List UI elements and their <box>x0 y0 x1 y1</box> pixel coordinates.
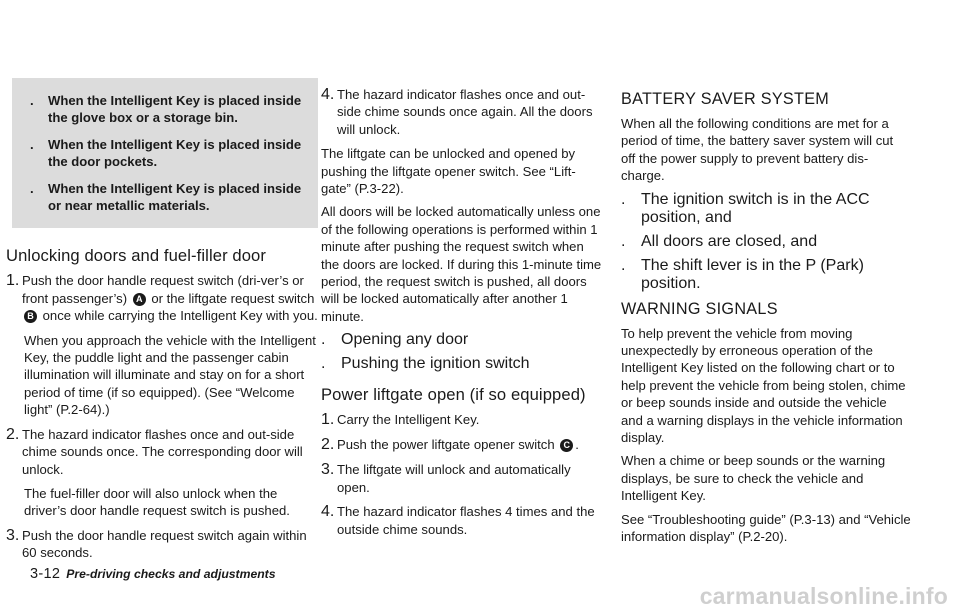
list-item: 4. The hazard indicator flashes once and out-side chime sounds once again. All the doors will unlock. <box>321 86 593 137</box>
note-item: . When the Intelligent Key is placed inside the door pockets. <box>30 136 302 170</box>
liftgate-paragraph: The liftgate can be unlocked and opened by pushing the liftgate opener switch. See “Lift-gate” (P.3-22). <box>321 146 576 197</box>
page-footer <box>30 566 276 582</box>
list-item: . The ignition switch is in the ACC position, and <box>621 190 870 226</box>
unlock-heading: Unlocking doors and fuel-filler door <box>6 246 267 266</box>
list-item: 3. The liftgate will unlock and automatically open. <box>321 461 571 495</box>
column-left <box>6 78 318 569</box>
liftgate-heading: Power liftgate open (if so equipped) <box>321 385 586 405</box>
list-item: . The shift lever is in the P (Park) position. <box>621 256 864 292</box>
callout-a-icon: A <box>133 293 146 306</box>
battery-heading: BATTERY SAVER SYSTEM <box>621 90 830 108</box>
item1-subtext: When you approach the vehicle with the Intelligent Key, the puddle light and the passenger cabin illumination will illuminate and stay on for a short period of time (if so equipped). (See “Welcome light” (P.2-64).) <box>24 332 316 418</box>
list-item: . Pushing the ignition switch <box>321 355 530 373</box>
column-middle <box>321 86 605 545</box>
list-item: 1. Carry the Intelligent Key. <box>321 411 480 429</box>
callout-b-icon: B <box>24 310 37 323</box>
list-item: 2. The hazard indicator flashes once and out-side chime sounds once. The corresponding door will unlock. <box>6 425 303 477</box>
callout-c-icon: C <box>560 439 573 452</box>
watermark: carmanualsonline.info <box>699 583 948 609</box>
note-item: . When the Intelligent Key is placed inside the glove box or a storage bin. <box>30 93 302 126</box>
warning-check-paragraph: When a chime or beep sounds or the warning displays, be sure to check the vehicle and Intelligent Key. <box>621 453 886 504</box>
warning-see-paragraph: See “Troubleshooting guide” (P.3-13) and “Vehicle information display” (P.2-20). <box>621 511 911 545</box>
note-item: . When the Intelligent Key is placed inside or near metallic materials. <box>30 180 302 214</box>
list-item: 4. The hazard indicator flashes 4 times and the outside chime sounds. <box>321 503 595 537</box>
page-number: 3-12 <box>30 566 61 582</box>
list-item: . Opening any door <box>321 331 469 349</box>
warning-paragraph: To help prevent the vehicle from moving unexpectedly by erroneous operation of the Intelligent Key listed on the following chart or to help prevent the vehicle from being stolen, chime or beep sounds inside and outside the vehicle and a warning displays in the vehicle information display. <box>621 325 906 446</box>
column-right <box>621 89 911 552</box>
section-title: Pre-driving checks and adjustments <box>66 567 276 581</box>
list-item: 3. Push the door handle request switch again within 60 seconds. <box>6 526 307 561</box>
battery-intro: When all the following conditions are met for a period of time, the battery saver system will cut off the power supply to prevent battery dis-charge. <box>621 116 894 184</box>
warning-heading: WARNING SIGNALS <box>621 299 778 318</box>
list-item: . All doors are closed, and <box>621 232 818 250</box>
autolock-paragraph: All doors will be locked automatically unless one of the following operations is performed within 1 minute after pushing the request switch when the doors are locked. If during this 1-minute time period, the request switch is pushed, all doors will be locked automatically after another 1 minute. <box>321 204 602 324</box>
list-item: 2. Push the power liftgate opener switch C . <box>321 436 579 454</box>
list-item: 1. Push the door handle request switch (dri-ver’s or front passenger’s) A or the liftgate request switch B once while carrying the Intelligent Key with you. <box>6 272 318 324</box>
note-box <box>12 78 318 228</box>
item2-subtext: The fuel-filler door will also unlock when the driver’s door handle request switch is pushed. <box>24 485 290 519</box>
